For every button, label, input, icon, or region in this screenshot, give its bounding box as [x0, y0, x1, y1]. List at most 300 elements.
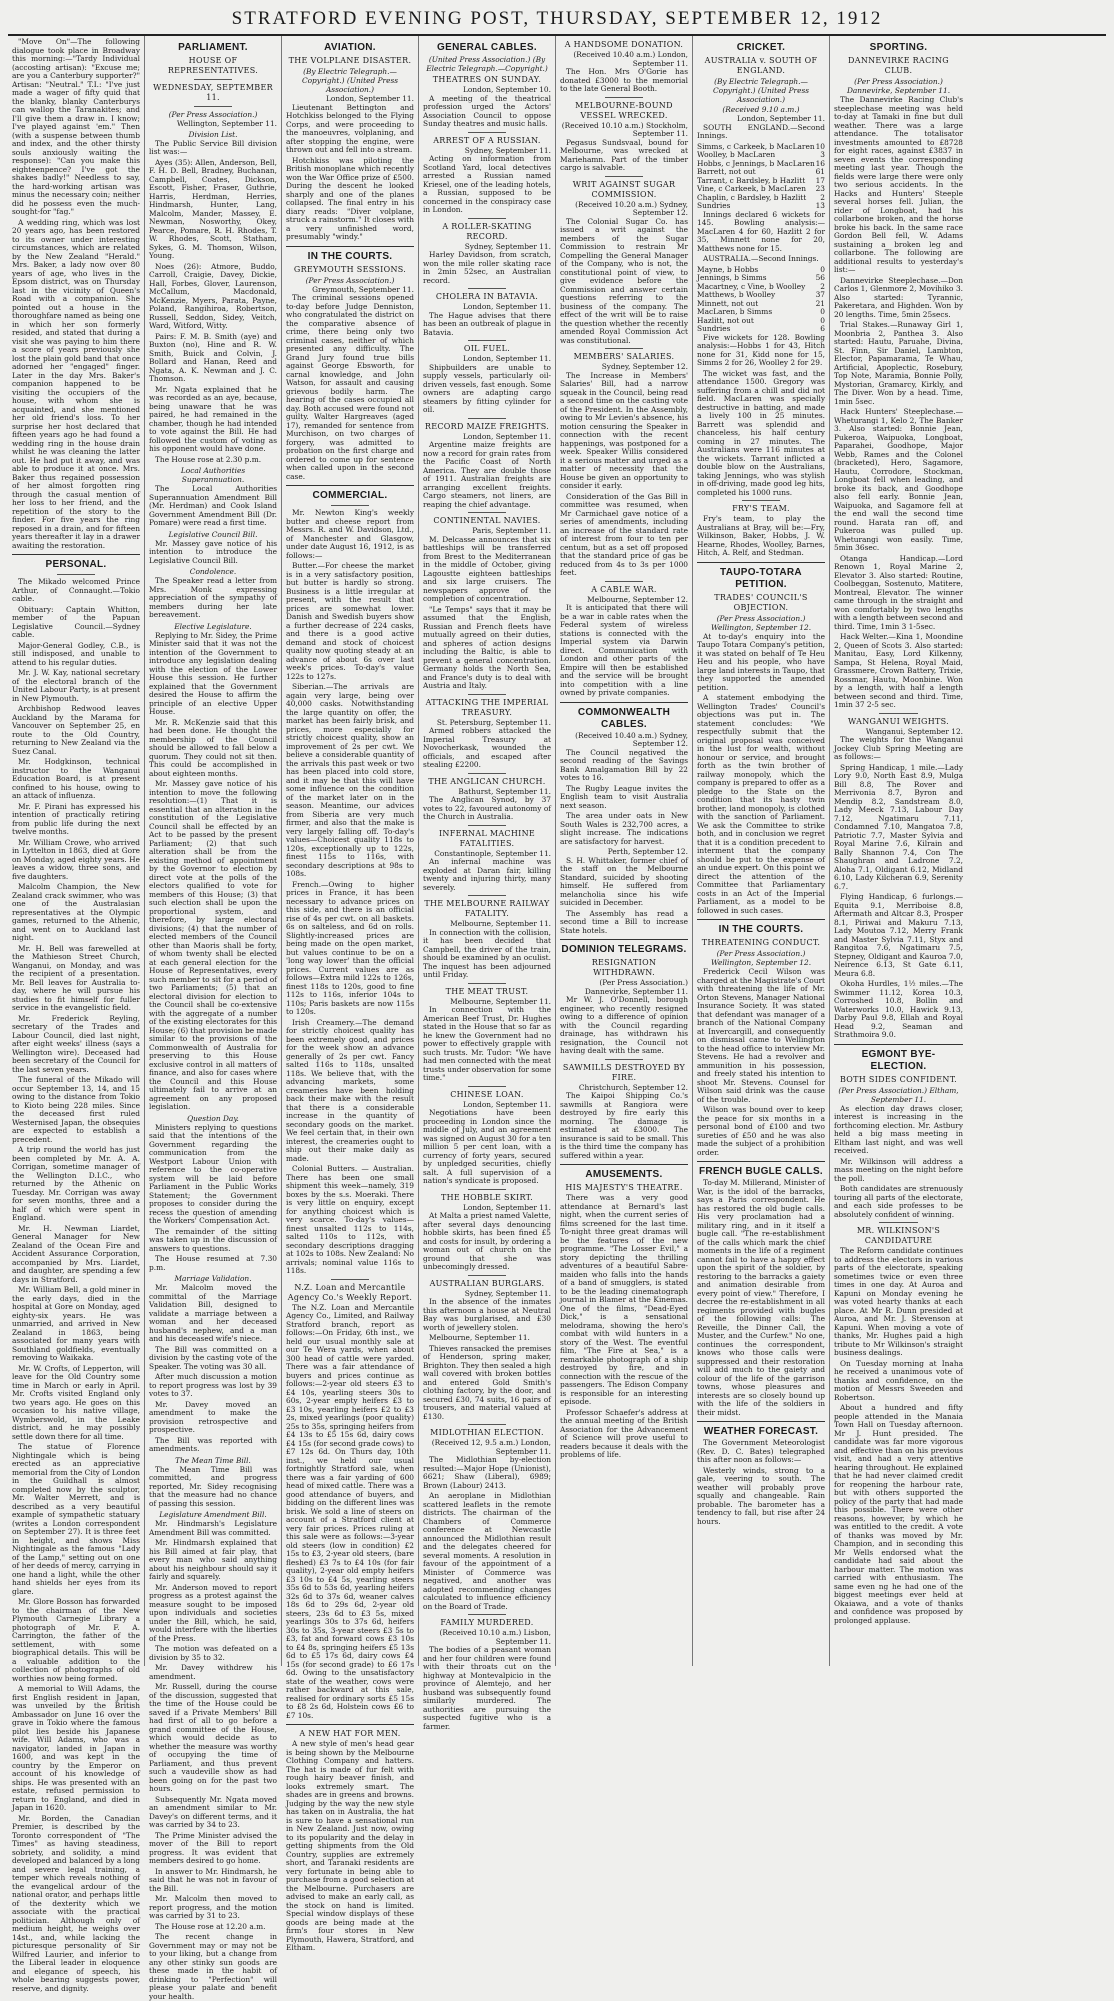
article-divider	[468, 1614, 506, 1615]
article-headline: A HANDSOME DONATION.	[564, 40, 684, 49]
press-credit: (Per Press Association.) Dannevirke, September 11.	[846, 77, 951, 95]
section-subheading: RESIGNATION WITHDRAWN.	[591, 958, 657, 977]
place-dateline: (Received 10.40 a.m.) Sydney, September 12.	[575, 730, 688, 748]
article-paragraph: At to-day's enquiry into the Taupo Totara Company's petition, it was stated on behalf of Te Heu Heu and his people, who have large land interests in Taupo, that they supported the amended petition.	[697, 631, 825, 692]
article-headline: MEMBERS' SALARIES.	[573, 352, 675, 361]
article-headline: WANGANUI WEIGHTS.	[848, 716, 949, 726]
article-paragraph: The criminal sessions opened to-day before Judge Denniston, who congratulated the district on the comparative absence of crime, there being only two criminal cases, neither of which presented any difficulty. The Grand Jury found true bills against George Ebsworth, for carnal knowledge, and John Watson, for assault and causing grievous bodily harm. The hearing of the cases occupied all day. Both accused were found not guilty. Walter Hargreaves (aged 17), remanded for sentence from Murchison, on two charges of forgery, was admitted to probation on the first charge and ordered to come up for sentence when called upon in the second case.	[286, 293, 414, 481]
article-paragraph: The Speaker read a letter from Mrs. Monk expressing appreciation of the sympathy of members during her late bereavement.	[149, 576, 277, 619]
batsman-score: 37	[815, 290, 825, 299]
innings-title: AUSTRALIA.—Second Innings.	[703, 254, 819, 263]
column-cables-amusements	[556, 36, 693, 1666]
article-divider	[468, 418, 506, 419]
article-divider	[468, 288, 506, 289]
article-paragraph: The Bill was reported with amendments.	[149, 1435, 277, 1453]
article-paragraph: The Anglican Synod, by 37 votes to 22, favoured autonomy of the Church in Australia.	[423, 795, 552, 821]
article-paragraph: The wicket was fast, and the attendance 1500. Gregory was suffering from a chill and did not field. MacLaren was specially destructive in batting, and made a lively 100 in 25 minutes. Barrett was splendid and chanceless, his half century coming in 27 minutes. The Australians were 116 minutes at the wickets. Tarrant inflicted a double blow on the Australians, taking Jennings, who was stylish in off-driving, made good leg hits, completed his 1000 runs.	[697, 368, 825, 497]
section-divider	[834, 1044, 963, 1045]
received-note: (Received 9.10 a.m.)	[722, 105, 800, 114]
article-paragraph: Mr. Malcolm then moved to report progress, and the motion was carried by 31 to 23.	[149, 1894, 277, 1920]
article-paragraph: A new style of men's head gear is being shown by the Melbourne Clothing Company and hatters. The hat is made of fur felt with rough hairy beaver finish, and looks extremely smart. The shades are in greens and browns. Judging by the way the new style has taken on in Australia, the hat is sure to have a sensational run in New Zealand. Just now, owing to its popularity and the delay in getting shipments from the Old Country, supplies are extremely short, and Taranaki residents are very fortunate in being able to purchase from a good selection at the Melbourne. Purchasers are advised to make an early call, as the stock on hand is limited. Special window displays of these goods are being made at the firm's four stores in New Plymouth, Hawera, Stratford, and Eltham.	[286, 1739, 414, 1952]
section-subheading: N.Z. Loan and Mercantile Agency Co.'s Weekly Report.	[287, 1282, 413, 1302]
place-dateline: Perth, September 12.	[607, 847, 688, 856]
article-paragraph: An aeroplane in Midlothian scattered leaflets in the remote districts. The chairman of the Chambers of Commerce conference at Newcastle announced the Midlothian result and the delegates cheered for several moments. A resolution in favour of the appointment of a Minister of Commerce was negatived, and another was adopted recommending changes calculated to influence efficiency on the Board of Trade.	[423, 1491, 551, 1611]
section-heading-personal: PERSONAL.	[45, 559, 107, 570]
batsman-name: Simms, c Carkeek, b MacLaren	[697, 141, 815, 151]
article-paragraph: French.—Owing to higher prices in France, it has been necessary to advance prices on this side, and there is an official rise of 4s per cwt. on all baskets. 6s on salteless, and 6d on rolls. Slightly-increased prices are being made on the open market, but values continue to be on a 'long way lower' than the official prices. Current values are as follows—Extra mild 122s to 126s, finest 118s to 120s, good to fine 112s to 116s, inferior 104s to 110s; Paris baskets are now 115s to 120s.	[286, 879, 414, 1016]
article-divider	[468, 1275, 506, 1276]
article-paragraph: The N.Z. Loan and Mercantile Agency Co., Limited, and Railway Stratford branch, report as follows:—On Friday, 6th inst., we held our usual monthly sale at our Te Wera yards, when about 300 head of cattle were yarded. There was a fair attendance of buyers and prices continue as follows:—2-year old steers £3 to £4 10s, yearling steers 30s to 60s, 2-year empty heifers £3 to £3 10s, yearling heifers £2 to £3 2s, mixed yearlings (poor quality) 25s to 35s, springing heifers from £4 13s to £5 15s 6d, dairy cows £4 15s (for second grade cows) to £7 12s 6d. On Thurs day, 10th inst., we held our usual fortnightly Stratford sale, when there was a fair yarding of 600 head of mixed cattle. There was a good attendance of buyers, and bidding on the different lines was brisk. We sold a line of steers on account of a Stratford client at very fair prices. Prices ruling at this sale were as follows:—3-year old steers (low in condition) £2 15s to £3, 2-year old steers, (bare fleshed) £3 7s to £4 10s (for fair quality), 2-year old empty heifers £3 10s to £4 5s, yearling steers 35s 6d to 53s 6d, yearling heifers 32s 6d to 37s 6d, weaner calves 18s 6d to 29s 6d, 2-year old steers, 23s 6d to £3 5s, mixed yearlings 30s to 37s 6d, heifers 30s to 35s, 3-year steers £3 5s to £3, fat and forward cows £3 10s to £4 8s, springing heifers £5 13s 6d to £5 17s 6d, dairy cows £4 15s (for second grade) to £6 17s 6d. Owing to the unsatisfactory state of the weather, cows were rather backward at this sale, realised for ordinary sorts £5 15s to £8 2s 6d, Holstein cows £6 to £7 10s.	[286, 1302, 414, 1720]
place-dateline: London, September 11.	[462, 302, 551, 311]
section-heading-taupo: TAUPO-TOTARA PETITION.	[720, 566, 802, 590]
column-sporting	[830, 36, 967, 1666]
subsection-title: Local Authorities Superannuation.	[180, 466, 246, 484]
article-headline: WRIT AGAINST SUGAR COMMISSION.	[572, 179, 676, 199]
article-paragraph: Fry's team, to play the Australians at Bray, will be:—Fry, Wilkinson, Baker, Hobbs, J. W. Hearne, Rhodes, Woolley, Barnes, Hitch, A. Relf, and Stedman.	[697, 514, 825, 557]
article-divider	[194, 106, 232, 107]
personal-item: Archbishop Redwood leaves Auckland by the Marama for Vancouver on September 25, en route to the Old Country, returning to New Zealand via the Suez Canal.	[12, 704, 140, 756]
article-paragraph: The Rugby League invites the English team to visit Australia next season.	[560, 783, 688, 810]
article-paragraph: Otanga Handicap.—Lord Renown 1, Royal Marine 2, Elevator 3. Also started: Routine, Coolbeggan, Sostenuto, Matitere, Montreal, Elevator. The winner came through in the straight and won comfortably by two lengths with a length between second and third. Time, 1min 3 1-5sec.	[834, 553, 963, 631]
place-dateline: London, September 11.	[462, 431, 551, 441]
article-paragraph: Lieutenant Bettington and Hotchkiss belonged to the Flying Corps, and were proceeding to the manoeuvres, volplaning, and after stopping the engine, were thrown out and fell into a stream.	[286, 102, 414, 154]
place-dateline: Melbourne, September 11.	[450, 996, 551, 1006]
article-divider	[468, 218, 506, 219]
scorecard-australia	[697, 266, 825, 334]
subsection-title: The Mean Time Bill.	[175, 1455, 251, 1465]
section-divider	[697, 562, 825, 563]
article-paragraph: Replying to Mr. Sidey, the Prime Minister said that it was not the intention of the Government to introduce any legislation dealing with the election of the Lower House this session. He further explained that the Government desired the House to affirm the principle of an elective Upper House.	[149, 630, 277, 716]
place-dateline: Greymouth, September 11.	[312, 284, 414, 294]
article-paragraph: A statement embodying the Wellington Trades' Council's objections was put in. The statement concludes: "We respectfully submit that the original proposal was conceived in the lust for wealth, without honour or service, and brought forth as the twin brother of railway monopoly, which the company is prepared to offer as a pledge to the State on the condition that its hasty twin brother, land monopoly, is clothed with the sanction of Parliament. We ask the Committee to strike both, and in conclusion we regret that it is a condition precedent to interment that the company should be put to the expense of an undue expert. On this point we direct the attention of the Committee that Parliamentary costs in an Act of the Imperial Parliament, as a model to be followed in such cases.	[697, 693, 825, 915]
press-credit: (Per Press Association.)	[305, 275, 395, 285]
column-cricket	[693, 36, 830, 1666]
article-paragraph: The House rose at 12.20 a.m.	[155, 1921, 266, 1931]
article-paragraph: After much discussion a motion to report progress was lost by 39 votes to 37.	[149, 1372, 277, 1398]
press-credit: (By Electric Telegraph.—Copyright.) (United Press Association.)	[301, 67, 399, 94]
article-paragraph: Hack Welter.—Kina 1, Moondine 2, Queen of Scots 3. Also started: Manitau, Easy, Lord Kilkenny, Sampa, St Helena, Royal Maid, Grassmere, Crown Battery, Trixie, Rossmar, Hautu, Moonbine. Won by a length, with half a length between second and third. Time, 1min 37 2-5 sec.	[834, 632, 963, 709]
article-headline: MIDLOTHIAN ELECTION.	[430, 1428, 544, 1437]
section-subheading: AUSTRALIA v. SOUTH OF ENGLAND.	[704, 56, 818, 75]
article-divider	[468, 1189, 506, 1190]
column-personal	[8, 36, 145, 1993]
article-paragraph: S. H. Whittaker, former chief of the staff on the Melbourne Standard, suicided by shooting himself. He suffered from melancholia since his wife suicided in December.	[560, 855, 688, 907]
article-paragraph: Hack Hunters' Steeplechase.—Wheturangi 1, Kelo 2, The Banker 3. Also started: Bonnie Jean, Pukeroa, Waipuoka, Longboat, Paparahei, Goodhope, Major Webb, Rames and the Colonel (bracketed), Hero, Sagamore, Hautu, Corrodore, Stockman, Longboat fell when leading, and broke its back, and Goodhope also fell early. Bonnie Jean, Waipuoka, and Sagamore fell at the end wall the second time round. Harata ran off, and Pukeroa was pulled up. Wheturangi won easily. Time, 5min 36sec.	[834, 407, 963, 552]
section-divider	[697, 1161, 825, 1162]
batsman-name: Woolley, b MacLaren	[697, 150, 776, 159]
article-paragraph: Acting on information from Scotland Yard, local detectives arrested a Russian named Kriesel, one of the leading hotels, a Russian, supposed to be concerned in the conspiracy case in London.	[423, 154, 551, 214]
batsman-score: 3	[820, 150, 825, 159]
article-paragraph: Mr. Hindmarsh's Legislature Amendment Bill was committed.	[149, 1519, 277, 1537]
section-heading-hat: A NEW HAT FOR MEN.	[299, 1729, 401, 1738]
article-paragraph: The Midlothian by-election resulted:—Major Hope (Unionist), 6621; Shaw (Liberal), 6989; Brown (Labour) 2413.	[423, 1455, 551, 1490]
article-headline: MR. WILKINSON'S CANDIDATURE	[856, 1226, 941, 1245]
article-divider	[331, 505, 369, 506]
article-paragraph: The Kaipoi Shipping Co.'s sawmills at Rangiora were destroyed by fire early this morning. The damage is estimated at £3000. The insurance is said to be small. This is the third time the company has suffered within a year.	[560, 1091, 688, 1160]
press-credit: (Per Press Association.) Wellington, September 12.	[710, 613, 812, 632]
article-paragraph: At Malta a priest named Valette, after several days denouncing hobble skirts, has been fined £5 and costs for insult, by ordering a woman out of church on the ground that she was unbecomingly dressed.	[423, 1211, 551, 1271]
section-subheading: THREATENING CONDUCT.	[701, 938, 821, 947]
article-paragraph: Hotchkiss was piloting the British monoplane which recently won the War Office prize of £500. During the descent he looked sharply and one of the planes collapsed. The final entry in his diary reads: "Diver volplane, struck a rainstorm." It closes with a very unfinished word, presumably "windy."	[286, 155, 414, 241]
article-paragraph: There was a very good attendance at Bernard's last night, when the current series of films screened for the last time. To-night three great dramas will be the features of the new programme. "The Losser Evil," a story depicting the thrilling adventures of a beautiful Sabre-maiden who falls into the hands of a band of smugglers, is stated to be the leading cinematograph journal in Blamer at the Kinemas. One of the films, "Dead-Eyed Dick," is a sensational melodrama, showing the hero's combat with wild hunters in a story of the West. The eventful film, "The Fire at Sea," is a remarkable photograph of a ship destroyed by fire, and in connection with the rescue of the passengers. The Edison Company is responsible for an interesting episode.	[560, 1193, 688, 1406]
article-headline: FAMILY MURDERED.	[440, 1618, 534, 1627]
article-headline: THE HOBBLE SKIRT.	[441, 1192, 533, 1202]
article-paragraph: Siberian.—The arrivals are again very large, being over 40,000 casks. Notwithstanding the large quantity on offer, the market has been fairly brisk, and prices, more especially for strictly choicest quality, show an improvement of 2s per cwt. We believe a considerable quantity of the arrivals this past week or two has been placed into cold store, and it may be that this will have some influence on the condition of the market later on in the season. Meantime, our advices from Siberia are very much firmer, and also that the make is very largely falling off. To-day's values—Choicest quality 118s to 120s, exceptionally up to 122s, finest 115s to 116s, with secondary descriptions at 98s to 108s.	[286, 682, 414, 878]
article-headline: RECORD MAIZE FREIGHTS.	[424, 421, 550, 431]
article-divider	[468, 983, 506, 984]
batsman-name: Sundries	[697, 324, 731, 333]
place-dateline: Sydney, September 11.	[464, 1288, 551, 1298]
article-divider	[605, 97, 643, 98]
place-dateline: Melbourne, September 11.	[450, 919, 551, 928]
batsman-score: 0	[820, 264, 825, 274]
section-heading-dominion: DOMINION TELEGRAMS.	[561, 944, 687, 955]
section-subheading: BOTH SIDES CONFIDENT.	[839, 1074, 957, 1084]
section-subheading: HIS MAJESTY'S THEATRE.	[565, 1183, 683, 1192]
personal-item: Mr. William Bell, a gold miner in the early days, died in the hospital at Gore on Monday, aged eighty-six years. He was unmarried, and arrived in New Zealand in 1863, being associated for many years with Southland goldfields, eventually removing to Waikaka.	[12, 1285, 140, 1362]
article-paragraph: Consideration of the Gas Bill in committee was resumed, when Mr Carmichael gave notice of a series of amendments, including an increase of the standard rate of interest from four to ten per centum, but as a set off proposed that the standard price of gas be reduced from 4s to 3s per 1000 feet.	[560, 491, 688, 577]
article-paragraph: Subsequently Mr. Ngata moved an amendment similar to Mr. Davey's on different terms, and it was carried by 34 to 23.	[149, 1794, 277, 1829]
dateline: WEDNESDAY, SEPTEMBER 11.	[153, 83, 273, 102]
article-divider	[331, 1279, 369, 1280]
section-heading-amusements: AMUSEMENTS.	[585, 1169, 663, 1180]
personal-item: Mr. Hodgkinson, technical instructor to the Wanganui Education Board, is at present confined to his house, owing to an attack of influenza.	[12, 757, 140, 800]
section-heading-aviation: AVIATION.	[324, 42, 376, 53]
article-divider	[468, 773, 506, 774]
section-heading-cricket: CRICKET.	[736, 42, 786, 53]
article-paragraph: Mr. Davey withdrew his amendment.	[149, 1663, 277, 1681]
batsman-name: Jennings, b Simms	[697, 273, 767, 282]
batsman-name: Tarrant, c Bardsley, b Hazlitt	[697, 175, 806, 185]
masthead-title: STRATFORD EVENING POST, THURSDAY, SEPTEMBER 12, 1912	[8, 6, 1106, 36]
article-paragraph: Okoha Hurdles, 1½ miles.—The Swimmer 11.12, Korea 10.3, Corroshed 10.8, Bollin and Waterworks 10.0, Hawick 9.13, Darby Paul 9.8, Ellah and Royal Head 9.2, Seaman and Strathmoira 9.0.	[834, 979, 963, 1039]
article-paragraph: The Mean Time Bill was committed, and progress reported, Mr. Sidey recognising that the measure had no chance of passing this session.	[149, 1464, 277, 1508]
article-headline: AUSTRALIAN BURGLARS.	[429, 1278, 545, 1288]
article-paragraph: The Local Authorities Superannuation Amendment Bill (Mr. Herdman) and Cook Island Government Amendment Bill (Dr. Pomare) were read a first time.	[149, 484, 277, 527]
article-divider	[468, 1424, 506, 1425]
article-paragraph: Five wickets for 128. Bowling analysis:—Hobbs 1 for 43, Hitch none for 31, Kidd none for 15, Simms 2 for 26, Woolley 2 for 29.	[697, 332, 825, 367]
section-heading-weather: WEATHER FORECAST.	[703, 1426, 819, 1437]
article-paragraph: The Hon. Mrs O'Gorie has donated £3000 to the memorial to the late General Booth.	[560, 67, 688, 93]
batsman-score: 16	[815, 158, 825, 168]
article-paragraph: Flying Handicap, 6 furlongs.—Equita 9.1, Merriboise 8.8, Aftermath and Altcar 8.3, Prosper 8.1, Piriwai and Makuru 7.13, Lady Moutoa 7.12, Merry Frank and Master Sylvia 7.11, Styx and Rangitoa 7.6, Ngatimaru 7.5, Stepney, Oldigant and Kauroa 7.0, Neirence 6.13, St Gate 6.11, Meura 6.8.	[834, 892, 963, 978]
batsman-score: 17	[815, 175, 825, 185]
section-heading-cables: GENERAL CABLES.	[437, 42, 537, 53]
batsman-score: 10	[815, 141, 825, 151]
batsman-score: 6	[820, 324, 825, 333]
batsman-name: Chaplin, c Bardsley, b Hazlitt	[697, 192, 807, 202]
article-paragraph: Mr. Wilkinson will address a mass meeting on the night before the poll.	[834, 1156, 963, 1183]
article-paragraph: Mr. R. McKenzie said that this had been done. He thought the membership of the Council should be allowed to fall below a quorum. They could not sit then. This could be accomplished in about eighteen months.	[149, 717, 277, 778]
article-paragraph: The Hague advises that there has been an outbreak of plague in Batavia.	[423, 310, 551, 337]
article-paragraph: The Reform candidate continues to address the electors in various parts of the electorate, speaking sometimes twice or even three times in one day. At Auroa and Kapuni on Monday evening he was voted hearty thanks at each place. At Mr R. Dunn presided at Auroa, and Mr. J. Stevenson at Kapuni. When moving a vote of thanks, Mr. Hughes paid a high tribute to Mr Wilkinson's straight business dealings.	[834, 1246, 963, 1357]
article-divider	[879, 1222, 918, 1223]
place-dateline: Bathurst, September 11.	[458, 786, 551, 796]
section-heading-courts: IN THE COURTS.	[718, 924, 804, 935]
personal-item: Mr. Frederick Reyling, secretary of the Trades and Labour Council, died last night, after eight weeks' illness (says a Wellington wire). Deceased had been secretary of the Council for the last seven years.	[12, 1013, 140, 1074]
place-dateline: (Received 10.20 a.m.) Sydney, September 12.	[575, 199, 688, 217]
column-container	[8, 36, 1106, 2001]
batsman-score: 21	[815, 298, 825, 308]
batsman-name: Matthews, b Woolley	[697, 290, 776, 299]
article-headline: CONTINENTAL NAVIES.	[433, 516, 541, 525]
batsman-score: 0	[820, 315, 825, 325]
batsman-name: Minnett, not out	[697, 298, 759, 308]
section-heading-french: FRENCH BUGLE CALLS.	[698, 1166, 824, 1177]
section-divider	[697, 1421, 825, 1422]
section-divider	[560, 1164, 688, 1165]
article-paragraph: Armed robbers attacked the Imperial Treasury at Novocherkask, wounded the officials, and escaped after stealing £2200.	[423, 726, 551, 769]
article-headline: THE MELBOURNE RAILWAY FATALITY.	[424, 899, 550, 918]
batsman-score: 13	[815, 201, 825, 210]
article-paragraph: The House resumed at 7.30 p.m.	[149, 1254, 277, 1272]
innings-title: SOUTH ENGLAND.—Second Innings.	[697, 122, 825, 140]
personal-item: Mr. J. W. Kay, national secretary of the electoral branch of the United Labour Party, is at present in New Plymouth.	[12, 668, 140, 703]
article-divider	[468, 825, 506, 826]
personal-item: A trip round the world has just been completed by Mr. A. A. Corrigan, sometime manager of the Wellington D.I.C., who returned by the Athenic on Tuesday. Mr. Corrigan was away for seven months, three and a half of which were spent in England.	[12, 1145, 140, 1222]
article-paragraph: The Increase in Members' Salaries' Bill, had a narrow squeak in the Council, being read a second time on the casting vote of the President. In the Assembly, owing to Mr Levien's absence, his motion censuring the Speaker in connection with the recent happenings, was postponed for a week. Speaker Willis considered it a serious matter and urged as a matter of necessity that the House be given an opportunity to consider it early.	[560, 370, 688, 490]
batsman-score: 61	[815, 167, 825, 176]
article-paragraph: A wedding ring, which was lost 20 years ago, has been restored to its owner under interesting circumstances, which are related by the New Zealand "Herald." Mrs. Baker, a lady now over 80 years of age, who lives in the Epsom district, was on Thursday last in the vicinity of Queen's Road with a companion. She pointed out a house in the thoroughfare named as being one in which her son formerly resided, and stated that during a visit she was paying to him there a score of years previously she lost the plain gold band that once adorned her "engaged" finger. Later in the day Mrs. Baker's companion happened to be visiting the occupiers of the house, with whom she is acquainted, and she mentioned her old friend's loss. To her surprise her host declared that fifteen years ago he had found a wedding ring in the house drain whilst he was cleaning the latter out. He had put it away, and was able to produce it at once. Mrs. Baker thus regained possession of her almost forgotten ring through the casual mention of her loss to her friend, and the repetition of the story to the finder. For five years the ring reposed in a drain, and for fifteen years thereafter it lay in a drawer awaiting the restoration.	[12, 217, 140, 550]
section-divider	[286, 485, 414, 486]
article-paragraph: Innings declared 6 wickets for 145. Bowling analysis:—MacLaren 4 for 60, Hazlitt 2 for 35, Minnett none for 20, Matthews none for 15.	[697, 209, 825, 253]
place-dateline: (Received 10.10 a.m.) Lisbon, September 11.	[439, 1628, 551, 1646]
article-paragraph: Mr. Hindmarsh explained that his Bill aimed at fair play, that every man who said anything about his neighbour should say it fairly and squarely.	[149, 1538, 277, 1581]
press-credit: (Per Press Association.) Eltham, September 11.	[838, 1085, 959, 1104]
article-paragraph: The Dannevirke Racing Club's steeplechase meeting was held to-day at Tamaki in fine but dull weather. There was a large attendance. The totalisator investments amounted to £8728 for eight races, against £3837 in seven events the corresponding meeting last year. Though the fields were large there were only two serious accidents. In the Hacks and Hunters' Steeple several horses fell. Julian, the rider of Longboat, had his collarbone broken, and the horse broke his back. In the same race Gordon Bell fell, W. Adams sustaining a broken leg and collarbone. The following are additional results to yesterday's list:—	[834, 95, 963, 274]
batsman-name: Mayne, b Hobbs	[697, 264, 759, 274]
article-paragraph: The Prime Minister advised the mover of the Bill to report progress. It was evident that members desired to go home.	[149, 1830, 277, 1865]
personal-item: Mr. Glore Bosson has forwarded to the chairman of the New Plymouth Carnegie Library a photograph of Mr. F. A. Carrington, the father of the settlement, with some biographical details. This will be a valuable addition to the collection of photographs of old worthies now being formed.	[12, 1597, 140, 1683]
article-headline: INFERNAL MACHINE FATALITIES.	[438, 828, 536, 848]
subsection-title: Legislative Council Bill.	[168, 529, 258, 539]
personal-item: The funeral of the Mikado will occur September 13, 14, and 15 owing to the distance from Tokio to Kioto being 228 miles. Since the deceased first ruled Westernised Japan, the obsequies are expected to establish a precedent.	[12, 1075, 140, 1144]
article-paragraph: The Council negatived the second reading of the Savings Bank Amalgamation Bill by 22 votes to 16.	[560, 747, 688, 782]
section-subheading: THE VOLPLANE DISASTER.	[288, 56, 412, 65]
personal-item: A memorial to Will Adams, the first English resident in Japan, was unveiled by the British Ambassador on June 16 over the grave in Tokio where the famous pilot lies beside his Japanese wife. Will Adams, who was a navigator, landed in Japan in 1600, and was kept in the country by the Emperor on account of his knowledge of ships. He was presented with an estate, refused permission to return to England, and died in Japan in 1620.	[12, 1684, 140, 1812]
article-headline: OIL FUEL.	[463, 344, 511, 353]
article-paragraph: Melbourne, September 11.	[429, 1333, 530, 1342]
article-paragraph: "Le Temps" says that it may be assumed that the English, Russian and French fleets have mutually agreed on their duties, and spheres of action designs including the Baltic, is able to prevent a general concentration. Germany holds the North Sea, and France's duty is to deal with Austria and Italy.	[423, 604, 551, 690]
article-divider	[468, 132, 506, 133]
article-headline: SAWMILLS DESTROYED BY FIRE.	[562, 1062, 686, 1082]
article-headline: A ROLLER-SKATING RECORD.	[442, 221, 532, 241]
article-divider	[605, 348, 643, 349]
article-paragraph: Ayes (35): Allen, Anderson, Bell, F. H. D. Bell, Bradney, Buchanan, Campbell, Coates, Dickson, Escott, Fisher, Fraser, Guthrie, Harris, Herdman, Herries, Hindmarsh, Hunter, Lang, Malcolm, Mander, Massey, E. Newman, Nosworthy, Okey, Pearce, Pomare, R. H. Rhodes, T. W. Rhodes, Scott, Statham, Sykes, G. M. Thomson, Wilson, Young.	[149, 157, 277, 260]
article-divider	[879, 713, 918, 714]
subsection-title: Legislature Amendment Bill.	[159, 1510, 267, 1519]
article-paragraph: Trial Stakes.—Runaway Girl 1, Moonbria 2, Panthea 3. Also started: Hautu, Paruahe, Divina, St. Finn, Sir Daniel, Lambton, Elector, Papamarama, Te Whau, Artificial, Apoplectic, Rosebury, Top Note, Maramia, Bonnie Polly, Mystorian, Gramarcy, Kirkly, and The Diver. Won by a head. Time, 1min 5sec.	[834, 320, 963, 406]
article-paragraph: Mr. Newton King's weekly butter and cheese report from Messrs. R. and W. Davidson, Ltd., of Manchester and Glasgow, under date August 16, 1912, is as follows:—	[286, 508, 414, 560]
personal-item: Mr. H. Bell was farewelled at the Mathieson Street Church, Wanganui, on Monday, and was the recipient of a presentation. Mr. Bell leaves for Australia to-day, where he will pursue his studies to fit himself for fuller service in the evangelistic field.	[12, 943, 140, 1012]
batsman-score: 2	[820, 281, 825, 291]
article-paragraph: About a hundred and fifty people attended in the Manaia Town Hall on Tuesday afternoon. Mr J. Hunt presided. The candidate was far more vigorous and effective than on his previous visit, and had a very attentive hearing throughout. He explained that he had never claimed credit for reopening the harbour rate, but with others supported the policy of the party that had made this possible. There were other reasons, however, by which he was entitled to the credit. A vote of thanks was moved by Mr. Champion, and in seconding this Mr Wells endorsed what the candidate had said about the harbour matter. The motion was carried with enthusiasm. The same even ng he had one of the biggest meetings ever held at Okaiawa, and a vote of thanks and confidence was proposed by prolonged applause.	[834, 1403, 963, 1625]
article-divider	[57, 574, 95, 575]
section-divider	[560, 702, 688, 703]
article-paragraph: Thieves ransacked the premises of Henderson, spring maker, Brighton. They then sealed a high wall covered with broken bottles and entered Gold Smith's clothing factory, by the door, and secured £30, 74 suits, 16 pairs of trousers, and material valued at £130.	[423, 1343, 551, 1421]
article-paragraph: As election day draws closer, interest is increasing in the forthcoming election. Mr. Astbury held a big mass meeting in Eltham last night, and was well received.	[834, 1103, 963, 1155]
article-paragraph: Harley Davidson, from scratch, won the mile roller skating race in 2min 52sec, an Australian record.	[423, 250, 551, 285]
place-dateline: London, September 10.	[462, 85, 551, 94]
article-paragraph: The Colonial Sugar Co. has issued a writ against the members of the Sugar Commission to restrain Mr Compelling the General Manager of the Company, who is not, the constitutional point of view, to give evidence before the Commission and answer certain questions referring to the business of the company. The effect of the writ will be to raise the question whether the recently amended Royal Commission Act was constitutional.	[560, 216, 688, 345]
article-divider	[194, 79, 232, 80]
article-divider	[468, 895, 506, 896]
article-headline: FRY'S TEAM.	[732, 504, 790, 513]
article-divider	[468, 512, 506, 513]
article-paragraph: Frederick Cecil Wilson was charged at the Magistrate's Court with threatening the life of Mr. Orton Stevens, Manager National Insurance Society. It was stated that defendant was manager of a branch of the National Company at Invercargill, and consequently on dismissal came to Wellington to the head office to interview Mr. Stevens. He had a revolver and ammunition in his possession, and freely stated his intention to shoot Mr. Stevens. Counsel for Wilson said drink was the cause of the trouble.	[697, 967, 825, 1104]
article-paragraph: Westerly winds, strong to a gale, veering to south. The weather will probably prove squally and changeable. Rain probable. The barometer has a tendency to fall, but rise after 24 hours.	[697, 1465, 825, 1526]
article-divider	[468, 340, 506, 341]
place-dateline: Wellington, September 11.	[176, 119, 277, 128]
section-subheading: TRADES' COUNCIL'S OBJECTION.	[714, 592, 808, 612]
column-parliament	[145, 36, 282, 2001]
article-paragraph: Mr. Anderson moved to report progress as a protest against the measure sought to be imposed upon individuals and societies under the Bill, which, he said, would interfere with the liberties of the Press.	[149, 1582, 277, 1643]
place-dateline: London, September 11.	[462, 1202, 551, 1212]
place-dateline: (Received 10.40 a.m.) London, September 11.	[573, 50, 688, 68]
article-paragraph: The Government Meteorologist (Rev. D. C. Bates) telegraphed this after noon as follows:—	[697, 1438, 825, 1464]
article-paragraph: The House rose at 2.30 p.m.	[155, 454, 262, 464]
article-paragraph: Negotiations have been proceeding in London since the middle of July, and an agreement was signed on August 30 for a ten million 5 per cent loan, with a currency of forty years, secured by unpledged securities, chiefly salt. A full supervision of a nation's syndicate is proposed.	[423, 1108, 551, 1185]
place-dateline: (Received 12, 9.5 a.m.) London, September 11.	[431, 1438, 551, 1456]
article-paragraph: Argentine maize freights are now a record for grain rates from the Pacific Coast of North America. They are double those of 1911. Australian freights are arranging excellent freights. Cargo steamers, not liners, are reaping the chief advantage.	[423, 440, 551, 509]
article-paragraph: Mr. Ngata explained that he was recorded as an aye, because, being unaware that he was paired, he had remained in the chamber, though he had intended to vote against the Bill. He had followed the custom of voting as his opponent would have done.	[149, 384, 277, 453]
column-general-cables	[419, 36, 556, 1731]
article-paragraph: Shipbuilders are unable to supply vessels, particularly oil-driven vessels, fast enough. Some owners are adapting cargo steamers by fitting cylinder for oil.	[423, 362, 551, 414]
article-divider	[605, 1059, 643, 1060]
article-paragraph: Wilson was bound over to keep the peace for six months in a personal bond of £100 and two sureties of £50 and he was also made the subject of a prohibition order.	[697, 1105, 825, 1157]
article-paragraph: An infernal machine was exploded at Daran fair, killing twenty and injuring thirty, many severely.	[423, 857, 551, 892]
article-headline: A CABLE WAR.	[591, 584, 657, 594]
article-paragraph: Both candidates are strenuously touring all parts of the electorate, and each side professes to be absolutely confident of winning.	[834, 1184, 963, 1219]
personal-item: The Mikado welcomed Prince Arthur, of Connaught.—Tokio cable.	[12, 577, 140, 603]
place-dateline: Melbourne, September 12.	[587, 594, 688, 604]
section-divider	[12, 554, 140, 555]
scorecard-south-england	[697, 143, 825, 211]
press-credit: (By Electric Telegraph.—Copyright.) (United Press Association.)	[712, 77, 810, 104]
article-paragraph: In the absence of the inmates this afternoon a house at Neutral Bay was burglarised, and £30 worth of jewellery stolen.	[423, 1297, 551, 1332]
subsection-title: Marriage Validation.	[174, 1274, 252, 1283]
article-divider	[742, 500, 780, 501]
batsman-score: 2	[820, 192, 825, 202]
batsman-score: 0	[820, 307, 825, 316]
section-subheading: GREYMOUTH SESSIONS.	[293, 264, 407, 274]
personal-item: The statue of Florence Nightingale which is being erected as an appreciative memorial from the City of London in the Guildhall is almost completed now by the sculptor, Mr. Walter Merrett, and is described as a very beautiful example of sympathetic statuary (writes a London correspondent on September 27). It is three feet in height, and shows Miss Nightingale as the famous "Lady of the Lamp," setting out on one of her deeds of mercy, carrying in one hand a light, while the other hand shields her eyes from its glare.	[12, 1442, 140, 1596]
place-dateline: Sydney, September 11.	[464, 145, 551, 155]
place-dateline: (Per Press Association.) Dannevirke, September 11.	[584, 978, 688, 996]
section-subheading: DANNEVIRKE RACING CLUB.	[848, 56, 949, 75]
subsection-title: Question Day.	[187, 1113, 239, 1123]
article-headline: CHOLERA IN BATAVIA.	[435, 292, 539, 301]
place-dateline: (Received 10.10 a.m.) Stockholm, September 11.	[561, 120, 688, 138]
section-heading-commonwealth: COMMONWEALTH CABLES.	[577, 706, 671, 730]
article-divider	[605, 176, 643, 177]
article-headline: ARREST OF A RUSSIAN.	[433, 135, 541, 145]
article-paragraph: The bodies of a peasant woman and her four children were found with their throats cut on the highway at Montevalpicio in the province of Alemtejo, and her husband was subsequently found similarly murdered. The authorities are pursuing the suspected fugitive who is a farmer.	[423, 1645, 551, 1731]
article-paragraph: Mr. Massey gave notice of his intention to introduce the Legislative Council Bill.	[149, 538, 277, 565]
article-paragraph: Mr. Malcolm moved the committal of the Marriage Validation Bill, designed to validate a marriage between a woman and her deceased husband's nephew, and a man and his deceased wife's niece.	[149, 1283, 277, 1343]
batsman-name: Vine, c Carkeek, b MacLaren	[697, 184, 807, 193]
article-paragraph: On Tuesday morning at Inaha he received a unanimous vote of thanks and confidence, on the motion of Messrs Sweeden and Robertson.	[834, 1358, 963, 1402]
article-paragraph: M. Delcasse announces that six battleships will be transferred from Brest to the Mediterranean in the middle of October, giving Lagoustte eighteen battleships and six large cruisers. The newspapers approve of the completion of concentration.	[423, 534, 551, 603]
article-paragraph: Ministers replying to questions said that the intentions of the Government regarding the communication from the Westport Labour Union with reference to the co-operative system will be laid before Parliament in the Public Works Statement; the Government proposes to consider during the recess the question of amending the Workers' Compensation Act.	[149, 1122, 277, 1225]
section-divider	[286, 246, 414, 247]
place-dateline: Constantinople, September 11.	[434, 848, 551, 858]
article-paragraph: Mr. Russell, during the course of the discussion, suggested that the time of the House could be saved if a Private Members' Bill had first of all to go before a grand committee of the House, which would decide as to whether the measure was worthy of occupying the time of Parliament, and thus prevent such a vaudeville show as had been going on for the past two hours.	[149, 1682, 277, 1793]
article-paragraph: Mr. Davey moved an amendment to make the provision retrospective and prospective.	[149, 1399, 277, 1434]
article-divider	[468, 1086, 506, 1087]
article-paragraph: Colonial Butters. — Australian. There has been one small shipment this week—namely, 319 boxes by the s.s. Moeraki. There is very little on enquiry, except for anything choicest which is very scarce. To-day's values—finest unsalted 112s to 114s, salted 110s to 112s, with secondary descriptions dragging at 102s to 108s. New Zealand: No arrivals; nominal value 116s to 118s.	[286, 1164, 414, 1275]
section-divider	[560, 939, 688, 940]
batsman-name: Macartney, c Vine, b Woolley	[697, 281, 806, 291]
subsection-title: Condolence.	[189, 567, 237, 576]
batsman-score: 56	[815, 273, 825, 282]
article-paragraph: The recent change in Government may or may not be to your liking, but a change from any other stinky sun goods are these made in the habit of drinking to "Perfection" will please your palate and benefit your health.	[149, 1932, 277, 2001]
place-dateline: London, September 11.	[736, 114, 825, 123]
section-subheading: HOUSE OF REPRESENTATIVES.	[167, 56, 259, 75]
place-dateline: Christchurch, September 12.	[578, 1082, 688, 1092]
article-paragraph: Noes (26): Atmore, Buddo, Carroll, Craigie, Davey, Dickie, Hall, Forbes, Glover, Laurenson, McCallum, Macdonald, McKenzie, Myers, Parata, Payne, Poland, Rangihiroa, Robertson, Russell, Seddon, Sidey, Veitch, Ward, Witford, Witty.	[149, 261, 277, 330]
article-paragraph: "Move On"—The following dialogue took place in Broadway this morning:—"Tardy Individual (accosting artisan): "Excuse me; are you a Canterbury supporter?" Artisan: "Neutral." T.I.: "I've just made a wager of fifty quid that the blanky, blanky Canterburys can wallop the Taranakites; and I'll give them a draw in. I know; I've played against 'em." Then (with a suspense between thumb and index, and the other thirsty souls anxiously waiting the response): "Can you make this eighteenpence? I've got the shakes badly!" Needless to say, the hard-working artisan was minus the necessary coin; neither did he possess even the much-sought-for "fag."	[12, 37, 140, 216]
section-heading-parliament: PARLIAMENT.	[178, 42, 248, 53]
article-paragraph: Professor Schaefer's address at the annual meeting of the British Association for the Advancement of Science will prove useful to readers because it deals with the problems of life.	[560, 1407, 688, 1459]
article-paragraph: The area under oats in New South Wales is 232,700 acres, a slight increase. The indications are satisfactory for harvest.	[560, 811, 688, 846]
article-headline: THE MEAT TRUST.	[445, 986, 529, 996]
article-paragraph: Pairs: F. M. B. Smith (aye) and Buxton (no), Hine and R. W. Smith, Buick and Colvin, J. Bollard and Hanan, Reed and Ngata, A. K. Newman and J. C. Thomson.	[149, 331, 277, 383]
article-paragraph: It is anticipated that there will be a war in cable rates when the Federal system of wireless stations is connected with the Imperial system via Darwin direct. Communication with London and other parts of the Empire will then be established and the service will be brought into competition with a line owned by private companies.	[560, 603, 688, 697]
article-paragraph: In answer to Mr. Hindmarsh, he said that he was not in favour of the Bill.	[149, 1866, 277, 1893]
article-paragraph: Pegasus Sundsvaal, bound for Melbourne, was wrecked at Mariehamn. Part of the timber cargo is salvable.	[560, 137, 688, 172]
personal-item: Mr. F. Pirani has expressed his intention of practically retiring from public life during the next twelve months.	[12, 801, 140, 836]
batsman-score: 23	[815, 184, 825, 193]
batsman-name: Sundries	[697, 201, 731, 210]
personal-item: Obituary: Captain Whitton, member of the Papuan Legislative Council.—Sydney cable.	[12, 604, 140, 639]
section-heading-egmont: EGMONT BYE-ELECTION.	[861, 1048, 936, 1072]
personal-item: Major-General Godley, C.B., is still indisposed, and unable to attend to his regular duties.	[12, 640, 140, 667]
section-divider	[286, 1724, 414, 1725]
article-paragraph: To-day M. Millerand, Minister of War, is the idol of the barracks, says a Paris correspondent. He has restored the old bugle calls. His very proclamation had a military ring, and in it itself a bugle call. "The re-establishment of the calls which mark the chief moments in the life of a regiment cannot fail to have a happy effect upon the spirit of the soldier, by restoring to the barracks a gaiety and animation desirable from every point of view." Therefore, I decree the re-establishment in all regiments provided with bugles of the following calls: The Reveille, the Dinner Call, the Muster, and the Curfew." No one, continues the correspondent, knows who those calls were suppressed and their restoration will add much to the gaiety and colour of the life of the garrison towns, whose pleasures and interests are so closely bound up with the life of the soldiers in their midst.	[697, 1178, 825, 1417]
article-paragraph: The Assembly has read a second time a Bill to increase State hotels.	[560, 908, 688, 935]
batsman-name: Hobbs, c Jennings, b MacLaren	[697, 158, 815, 168]
article-headline: CHINESE LOAN.	[450, 1089, 524, 1099]
article-paragraph: The motion was defeated on a division by 35 to 32.	[149, 1644, 277, 1662]
column-aviation-commercial	[282, 36, 419, 1952]
press-credit: (Per Press Association.)	[168, 110, 258, 119]
personal-item: Mr. William Crowe, who arrived in Lyttelton in 1863, died at Gore on Monday, aged eighty years. He leaves a widow, three sons, and five daughters.	[12, 837, 140, 881]
subsection-title: Elective Legislature.	[174, 621, 252, 631]
article-paragraph: The Public Service Bill division list was:—	[149, 138, 277, 156]
press-credit: (Per Press Association.) Wellington, September 12.	[710, 949, 812, 967]
place-dateline: London, September 11.	[462, 1099, 551, 1109]
section-heading-commercial: COMMERCIAL.	[312, 490, 388, 501]
personal-item: Mr. H. Newman Liardet, General Manager for New Zealand of the Ocean Fire and Accident Assurance Corporation, accompanied by Mrs. Liardet, and daughter, are spending a few days in Stratford.	[12, 1223, 140, 1284]
article-headline: THE ANGLICAN CHURCH.	[428, 776, 546, 786]
article-divider	[468, 694, 506, 695]
article-paragraph: Spring Handicap, 1 mile.—Lady Lory 9.0, North East 8.9, Mulga Bill 8.8, The Rover and Merrivonia 8.7, Byron and Mendip 8.2, Sandstream 8.0, Lady Meeck 7.13, Labour Day 7.12, Ngatimaru 7.11, Condamned 7.10, Mangatoa 7.8, Patriotic 7.7, Master Sylvia and Royal Marine 7.6, Kilrain and Bally Shannon 7.4, Con The Shaughran and Ladrone 7.2, Aloha 7.1, Oldigant 6.12, Midland 6.10, Lady Kilcheran 6.9, Serenity 6.7.	[834, 762, 963, 891]
personal-item: Mr. Borden, the Canadian Premier, is described by the Toronto correspondent of "The Times" as having steadiness, sobriety, and solidity, a mind developed and balanced by a long and severe legal training, a temper which reveals nothing of the evangelical ardour of the national orator, and perhaps little of the dexterity which we associate with the practical politician. Although only of medium height, he weighs over 14st., and, while lacking the picturesque personality of Sir Wilfred Laurier, and inferior to the Liberal leader in eloquence and elegance of speech, his whole bearing suggests power, reserve, and dignity.	[12, 1813, 140, 1993]
place-dateline: Wanganui, September 12.	[865, 726, 963, 736]
batsman-name: Barrett, not out	[697, 167, 756, 176]
place-dateline: Sydney, September 12.	[601, 362, 688, 371]
article-headline: THEATRES ON SUNDAY.	[432, 75, 542, 84]
article-paragraph: The remainder of the sitting was taken up in the discussion of answers to questions.	[149, 1226, 277, 1253]
article-paragraph: The Bill was committed on a division by the casting vote of the Speaker. The voting was 30 all.	[149, 1344, 277, 1371]
press-credit: (United Press Association.) (By Electric Telegraph.—Copyright.)	[426, 55, 548, 73]
article-headline: ATTACKING THE IMPERIAL TREASURY.	[425, 697, 549, 717]
personal-item: Mr. W. Crofts, of Lepperton, will leave for the Old Country some time in March or early in April. Mr. Crofts visited England only two years ago. He goes on this occasion to his native village, Wymberswold, in the Leake district, and he may possibly settle down there for all time.	[12, 1363, 140, 1441]
article-paragraph: Mr W. J. O'Donnell, borough engineer, who recently resigned owing to a difference of opinion with the Council regarding drainage, has withdrawn his resignation, the Council not having dealt with the same.	[560, 995, 688, 1055]
place-dateline: St. Petersburg, September 11.	[436, 717, 551, 727]
place-dateline: London, September 11.	[462, 354, 551, 363]
